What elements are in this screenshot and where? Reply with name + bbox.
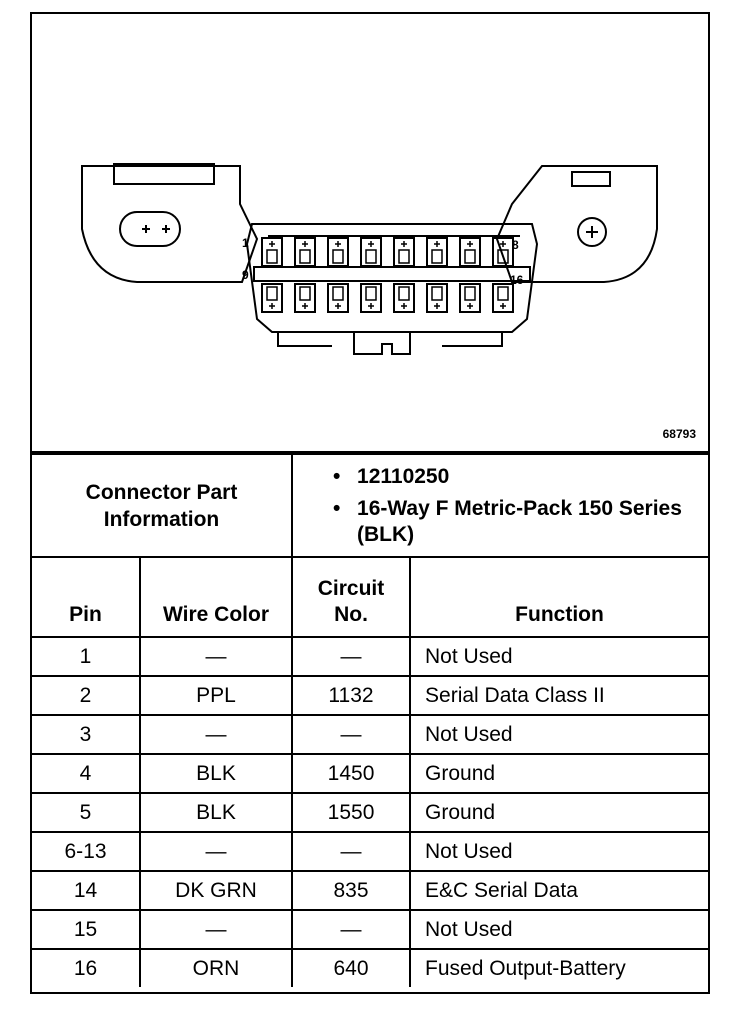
pin-label-9: 9 bbox=[242, 268, 249, 282]
pin-label-16: 16 bbox=[510, 273, 524, 287]
cell-function: Not Used bbox=[410, 637, 708, 676]
obd-connector-illustration bbox=[32, 14, 708, 451]
cell-wire-color: DK GRN bbox=[140, 871, 292, 910]
pin-cavity-6 bbox=[427, 238, 447, 266]
cell-circuit: 1550 bbox=[292, 793, 410, 832]
pin-cavity-5 bbox=[394, 238, 414, 266]
cell-pin: 15 bbox=[32, 910, 140, 949]
pin-cavity-8 bbox=[493, 238, 513, 266]
pin-cavity-12 bbox=[361, 284, 381, 312]
pin-cavity-7 bbox=[460, 238, 480, 266]
table-row bbox=[32, 793, 708, 832]
part-description: • 16-Way F Metric-Pack 150 Series (BLK) bbox=[333, 496, 708, 548]
cell-wire-color: — bbox=[140, 832, 292, 871]
pin-cavity-14 bbox=[427, 284, 447, 312]
center-divider bbox=[254, 267, 530, 281]
pin-cavity-13 bbox=[394, 284, 414, 312]
connector-part-info bbox=[292, 454, 708, 557]
table-row bbox=[32, 754, 708, 793]
cell-function: Fused Output-Battery bbox=[410, 949, 708, 987]
pin-cavity-4 bbox=[361, 238, 381, 266]
pin-label-8: 8 bbox=[512, 238, 519, 252]
table-row bbox=[32, 949, 708, 987]
header-wire-color: Wire Color bbox=[140, 557, 292, 637]
cell-circuit: 640 bbox=[292, 949, 410, 987]
pin-cavity-10 bbox=[295, 284, 315, 312]
cell-wire-color: BLK bbox=[140, 754, 292, 793]
table-row bbox=[32, 715, 708, 754]
header-pin: Pin bbox=[32, 557, 140, 637]
cell-function: Not Used bbox=[410, 715, 708, 754]
cell-pin: 4 bbox=[32, 754, 140, 793]
cell-circuit: — bbox=[292, 910, 410, 949]
cell-pin: 2 bbox=[32, 676, 140, 715]
cell-function: Ground bbox=[410, 754, 708, 793]
cell-function: Not Used bbox=[410, 910, 708, 949]
cell-function: E&C Serial Data bbox=[410, 871, 708, 910]
cell-wire-color: — bbox=[140, 715, 292, 754]
pin-cavity-16 bbox=[493, 284, 513, 312]
pin-cavity-15 bbox=[460, 284, 480, 312]
cell-pin: 6-13 bbox=[32, 832, 140, 871]
cell-function: Ground bbox=[410, 793, 708, 832]
figure-number: 68793 bbox=[662, 427, 696, 441]
cell-pin: 1 bbox=[32, 637, 140, 676]
pin-cavity-9 bbox=[262, 284, 282, 312]
cell-function: Serial Data Class II bbox=[410, 676, 708, 715]
table-row bbox=[32, 871, 708, 910]
cell-wire-color: BLK bbox=[140, 793, 292, 832]
table-row bbox=[32, 637, 708, 676]
pin-cavity-1 bbox=[262, 238, 282, 266]
connector-key bbox=[354, 332, 410, 354]
cell-pin: 16 bbox=[32, 949, 140, 987]
cell-pin: 14 bbox=[32, 871, 140, 910]
connector-figure-frame bbox=[30, 12, 710, 994]
cell-function: Not Used bbox=[410, 832, 708, 871]
cell-circuit: 1132 bbox=[292, 676, 410, 715]
cell-circuit: 1450 bbox=[292, 754, 410, 793]
pin-table bbox=[32, 453, 708, 987]
table-row bbox=[32, 832, 708, 871]
pin-cavity-3 bbox=[328, 238, 348, 266]
table-row bbox=[32, 676, 708, 715]
connector-part-label: Connector Part Information bbox=[32, 454, 292, 557]
header-function: Function bbox=[410, 557, 708, 637]
cell-circuit: — bbox=[292, 715, 410, 754]
header-circuit: Circuit No. bbox=[292, 557, 410, 637]
right-ear-tab bbox=[572, 172, 610, 186]
pin-cavities bbox=[262, 238, 513, 312]
cell-wire-color: PPL bbox=[140, 676, 292, 715]
pin-cavity-11 bbox=[328, 284, 348, 312]
pin-cavity-2 bbox=[295, 238, 315, 266]
cell-wire-color: ORN bbox=[140, 949, 292, 987]
cell-circuit: 835 bbox=[292, 871, 410, 910]
cell-circuit: — bbox=[292, 832, 410, 871]
part-number: • 12110250 bbox=[333, 464, 708, 490]
table-row bbox=[32, 910, 708, 949]
table-header-row bbox=[32, 557, 708, 637]
connector-drawing bbox=[32, 14, 708, 453]
cell-pin: 5 bbox=[32, 793, 140, 832]
cell-wire-color: — bbox=[140, 637, 292, 676]
cell-circuit: — bbox=[292, 637, 410, 676]
cell-pin: 3 bbox=[32, 715, 140, 754]
cell-wire-color: — bbox=[140, 910, 292, 949]
pin-label-1: 1 bbox=[242, 236, 249, 250]
